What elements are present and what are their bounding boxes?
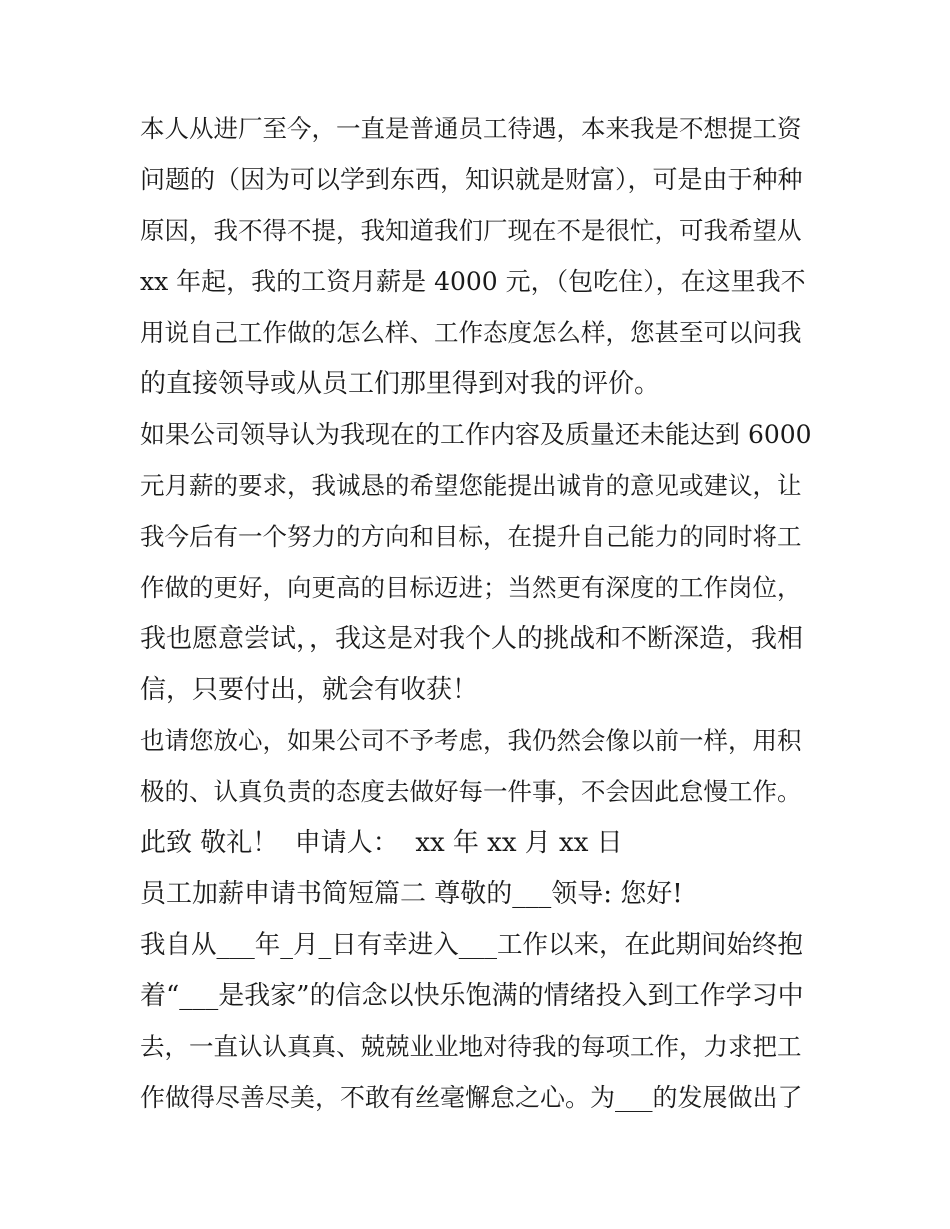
paragraph-line: 我自从___年_月_日有幸进入___工作以来，在此期间始终抱 xyxy=(140,930,804,960)
paragraph-line: xx 年起，我的工资月薪是 4000 元，（包吃住），在这里我不 xyxy=(140,267,806,296)
paragraph-line: 原因，我不得不提，我知道我们厂现在不是很忙，可我希望从 xyxy=(140,216,802,245)
paragraph-line: 去，一直认认真真、兢兢业业地对待我的每项工作，力求把工 xyxy=(140,1032,802,1061)
paragraph-line: 问题的（因为可以学到东西，知识就是财富），可是由于种种 xyxy=(140,165,803,194)
paragraph-line: 我也愿意尝试，，我这是对我个人的挑战和不断深造，我相 xyxy=(140,624,804,654)
paragraph-line: 也请您放心，如果公司不予考虑，我仍然会像以前一样，用积 xyxy=(140,726,802,755)
paragraph-line: 信，只要付出，就会有收获！ xyxy=(140,675,479,705)
paragraph-line: 如果公司领导认为我现在的工作内容及质量还未能达到 6000 xyxy=(140,420,812,449)
paragraph-line: 我今后有一个努力的方向和目标，在提升自己能力的同时将工 xyxy=(140,522,802,551)
paragraph-line: 作做得尽善尽美，不敢有丝毫懈怠之心。为___的发展做出了 xyxy=(140,1083,803,1112)
paragraph-line: 本人从进厂至今，一直是普通员工待遇，本来我是不想提工资 xyxy=(140,114,802,143)
paragraph-line: 作做的更好，向更高的目标迈进；当然更有深度的工作岗位， xyxy=(140,573,802,602)
paragraph-line: 的直接领导或从员工们那里得到对我的评价。 xyxy=(140,369,661,399)
paragraph-line: 元月薪的要求，我诚恳的希望您能提出诚肯的意见或建议，让 xyxy=(140,471,802,500)
signature-line: 此致 敬礼！ 申请人： xx 年 xx 月 xx 日 xyxy=(140,828,623,858)
paragraph-line: 用说自己工作做的怎么样、工作态度怎么样，您甚至可以问我 xyxy=(140,318,802,347)
paragraph-line: 极的、认真负责的态度去做好每一件事，不会因此怠慢工作。 xyxy=(140,777,802,806)
section-heading-line: 员工加薪申请书简短篇二 尊敬的___领导: 您好! xyxy=(140,879,683,909)
paragraph-line: 着“___是我家”的信念以快乐饱满的情绪投入到工作学习中 xyxy=(140,981,804,1011)
